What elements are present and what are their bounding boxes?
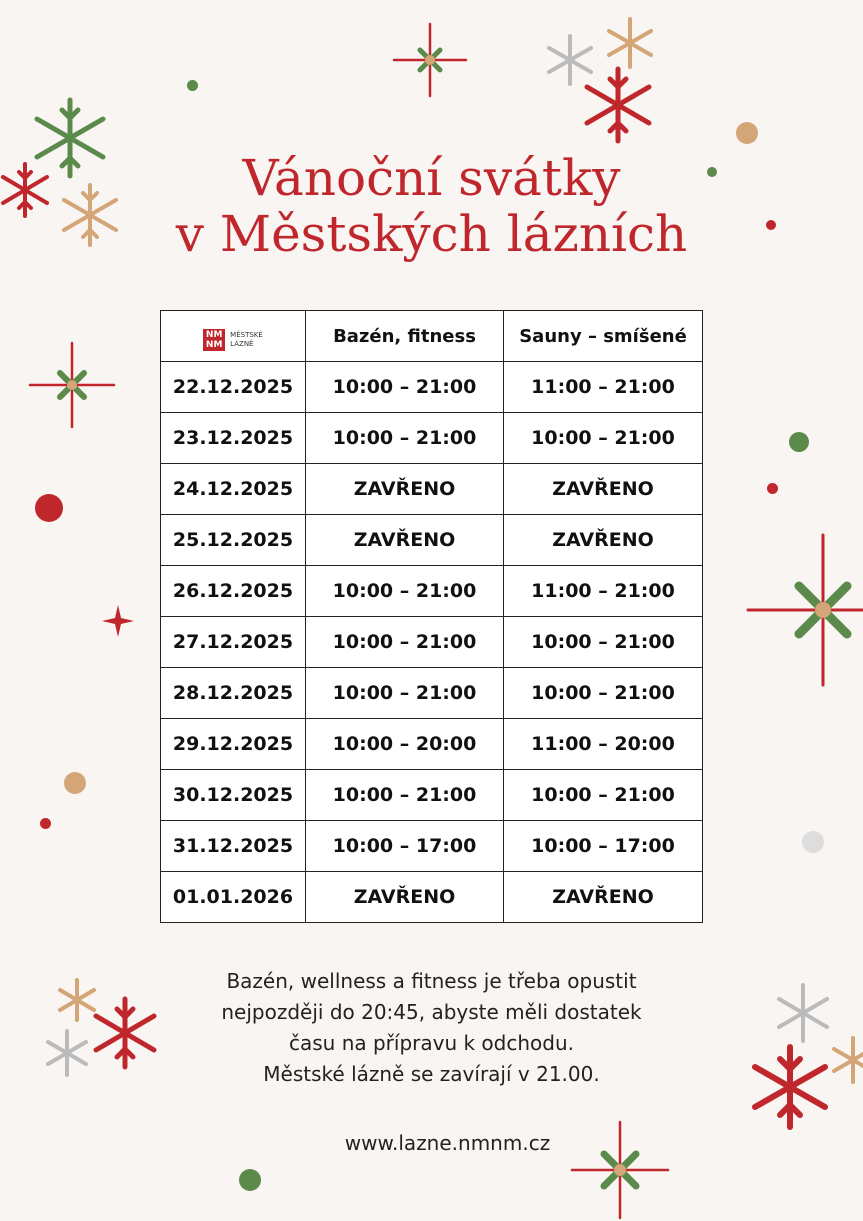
pool-hours-cell: ZAVŘENO bbox=[306, 464, 504, 515]
logo-cell bbox=[161, 311, 306, 362]
sauna-hours-cell: 10:00 – 21:00 bbox=[504, 413, 703, 464]
snowflake-icon bbox=[587, 69, 649, 141]
table-row bbox=[161, 362, 703, 413]
table-row bbox=[161, 719, 703, 770]
sauna-hours-cell: 10:00 – 21:00 bbox=[504, 668, 703, 719]
header-pool: Bazén, fitness bbox=[306, 311, 504, 362]
table-row bbox=[161, 515, 703, 566]
table-header-row bbox=[161, 311, 703, 362]
pool-hours-cell: ZAVŘENO bbox=[306, 515, 504, 566]
table-row bbox=[161, 566, 703, 617]
note-line: Městské lázně se zavírají v 21.00. bbox=[263, 1062, 600, 1086]
ornament-dot bbox=[802, 831, 824, 853]
sauna-hours-cell: 10:00 – 21:00 bbox=[504, 617, 703, 668]
title-line-2: v Městských lázních bbox=[175, 205, 688, 263]
pool-hours-cell: 10:00 – 21:00 bbox=[306, 668, 504, 719]
pool-hours-cell: 10:00 – 21:00 bbox=[306, 566, 504, 617]
snowflake-cluster-top-right bbox=[540, 15, 665, 145]
snowflake-icon bbox=[609, 19, 651, 67]
table-row bbox=[161, 770, 703, 821]
sparkle-snowflake-left bbox=[25, 338, 120, 433]
date-cell: 31.12.2025 bbox=[161, 821, 306, 872]
snowflake-icon bbox=[549, 36, 591, 84]
sauna-hours-cell: ZAVŘENO bbox=[504, 872, 703, 923]
logo-text: MĚSTSKÉ LÁZNĚ bbox=[230, 331, 263, 348]
date-cell: 23.12.2025 bbox=[161, 413, 306, 464]
note-line: nejpozději do 20:45, abyste měli dostatek bbox=[221, 1000, 642, 1024]
sauna-hours-cell: 11:00 – 20:00 bbox=[504, 719, 703, 770]
ornament-dot bbox=[187, 80, 198, 91]
logo-mark: NM NM bbox=[203, 329, 225, 351]
page-title bbox=[0, 150, 863, 262]
date-cell: 26.12.2025 bbox=[161, 566, 306, 617]
sparkle-snowflake-top-center bbox=[390, 18, 470, 103]
sparkle-snowflake-right bbox=[745, 530, 863, 690]
header-sauna: Sauny – smíšené bbox=[504, 311, 703, 362]
sauna-hours-cell: 10:00 – 17:00 bbox=[504, 821, 703, 872]
table-row bbox=[161, 821, 703, 872]
sauna-hours-cell: 10:00 – 21:00 bbox=[504, 770, 703, 821]
pool-hours-cell: 10:00 – 21:00 bbox=[306, 362, 504, 413]
website-url: www.lazne.nmnm.cz bbox=[344, 1131, 551, 1155]
table-row bbox=[161, 668, 703, 719]
sauna-hours-cell: 11:00 – 21:00 bbox=[504, 566, 703, 617]
pool-hours-cell: 10:00 – 17:00 bbox=[306, 821, 504, 872]
date-cell: 25.12.2025 bbox=[161, 515, 306, 566]
sauna-hours-cell: 11:00 – 21:00 bbox=[504, 362, 703, 413]
ornament-dot bbox=[767, 483, 778, 494]
opening-hours-table bbox=[160, 310, 703, 923]
date-cell: 30.12.2025 bbox=[161, 770, 306, 821]
ornament-dot bbox=[789, 432, 809, 452]
table-row bbox=[161, 464, 703, 515]
note-line: času na přípravu k odchodu. bbox=[288, 1031, 575, 1055]
brand-logo bbox=[203, 329, 263, 351]
ornament-dot bbox=[239, 1169, 261, 1191]
sparkle-icon bbox=[102, 605, 134, 637]
pool-hours-cell: 10:00 – 21:00 bbox=[306, 413, 504, 464]
pool-hours-cell: ZAVŘENO bbox=[306, 872, 504, 923]
date-cell: 29.12.2025 bbox=[161, 719, 306, 770]
date-cell: 22.12.2025 bbox=[161, 362, 306, 413]
sauna-hours-cell: ZAVŘENO bbox=[504, 464, 703, 515]
date-cell: 01.01.2026 bbox=[161, 872, 306, 923]
table-row bbox=[161, 872, 703, 923]
ornament-dot bbox=[35, 494, 63, 522]
title-line-1: Vánoční svátky bbox=[242, 149, 621, 207]
pool-hours-cell: 10:00 – 21:00 bbox=[306, 617, 504, 668]
pool-hours-cell: 10:00 – 20:00 bbox=[306, 719, 504, 770]
sauna-hours-cell: ZAVŘENO bbox=[504, 515, 703, 566]
table-row bbox=[161, 413, 703, 464]
note-line: Bazén, wellness a fitness je třeba opustit bbox=[226, 969, 637, 993]
date-cell: 28.12.2025 bbox=[161, 668, 306, 719]
date-cell: 27.12.2025 bbox=[161, 617, 306, 668]
pool-hours-cell: 10:00 – 21:00 bbox=[306, 770, 504, 821]
ornament-dot bbox=[736, 122, 758, 144]
ornament-dot bbox=[40, 818, 51, 829]
date-cell: 24.12.2025 bbox=[161, 464, 306, 515]
ornament-dot bbox=[64, 772, 86, 794]
table-row bbox=[161, 617, 703, 668]
closing-note bbox=[0, 966, 863, 1090]
